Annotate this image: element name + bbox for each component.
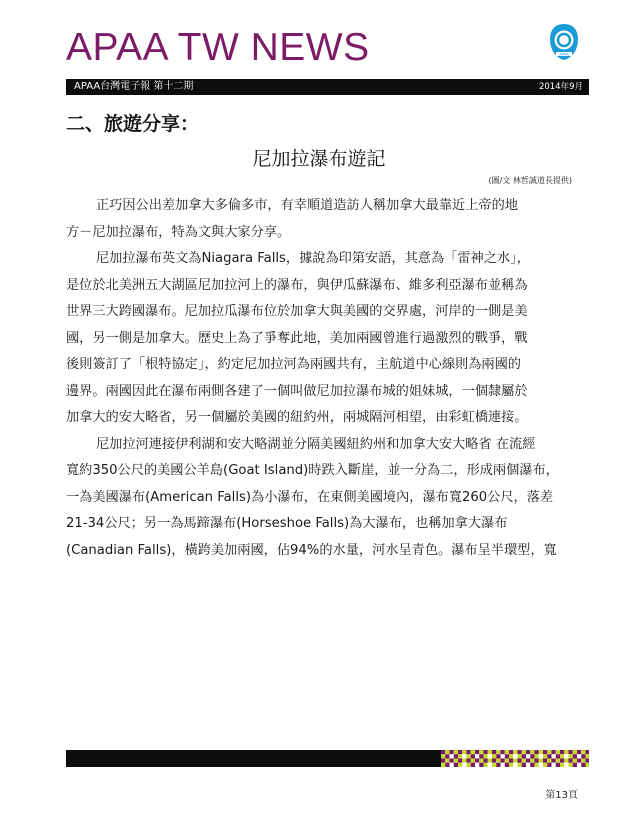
text-line: 加拿大的安大略省，另一個屬於美國的紐約州，兩城隔河相望，由彩虹橋連接。 [66, 410, 528, 425]
text-line: 尼加拉瀑布英文為Niagara Falls，據說為印第安語，其意為「雷神之水」， [96, 251, 530, 266]
text-line: 後則簽訂了「根特協定」，約定尼加拉河為兩國共有，主航道中心線則為兩國的 [66, 357, 521, 372]
section-heading: 二、旅遊分享： [66, 113, 200, 135]
issue-label: APAA台灣電子報 第十二期 [74, 81, 194, 92]
apaa-logo-icon [548, 22, 580, 62]
text-line: 尼加拉河連接伊利湖和安大略湖並分隔美國紐約州和加拿大安大略省 在流經 [96, 436, 536, 452]
paragraph-3 [66, 432, 579, 565]
text-line: 世界三大跨國瀑布。尼加拉瓜瀑布位於加拿大與美國的交界處，河岸的一側是美 [66, 304, 528, 319]
issue-date: 2014年9月 [538, 82, 583, 92]
issue-bar [66, 79, 589, 95]
text-line: 一為美國瀑布(American Falls)為小瀑布，在東側美國境內，瀑布寬260公尺，落差 [66, 489, 554, 505]
masthead-title: APAA TW NEWS [66, 26, 370, 69]
text-line: 是位於北美洲五大湖區尼加拉河上的瀑布，與伊瓜蘇瀑布、維多利亞瀑布並稱為 [66, 277, 528, 293]
article-credit: (圖/文 林哲誠道長提供) [488, 176, 572, 185]
text-line: (Canadian Falls)，橫跨美加兩國，佔94%的水量，河水呈青色。瀑布呈半環型，寬 [66, 542, 557, 558]
article-body [66, 193, 579, 564]
article-title: 尼加拉瀑布遊記 [252, 148, 386, 170]
text-line: 正巧因公出差加拿大多倫多市，有幸順道造訪人稱加拿大最靠近上帝的地 [96, 198, 518, 213]
text-line: 邊界。兩國因此在瀑布兩側各建了一個叫做尼加拉瀑布城的姐妹城，一個隸屬於 [66, 383, 528, 399]
page-number: 第13頁 [545, 790, 578, 801]
paragraph-2 [66, 246, 579, 432]
checker-pattern [441, 750, 589, 767]
text-line: 寬約350公尺的美國公羊島(Goat Island)時跌入斷崖，並一分為二，形成兩個瀑布， [66, 463, 559, 478]
paragraph-1 [66, 193, 579, 246]
text-line: 國，另一側是加拿大。歷史上為了爭奪此地，美加兩國曾進行過激烈的戰爭，戰 [66, 330, 528, 346]
text-line: 21-34公尺；另一為馬蹄瀑布(Horseshoe Falls)為大瀑布，也稱加拿大瀑布 [66, 516, 508, 531]
footer-bar [66, 750, 441, 767]
text-line: 方－尼加拉瀑布，特為文與大家分享。 [66, 224, 291, 240]
svg-text:APAA: APAA [559, 52, 569, 57]
